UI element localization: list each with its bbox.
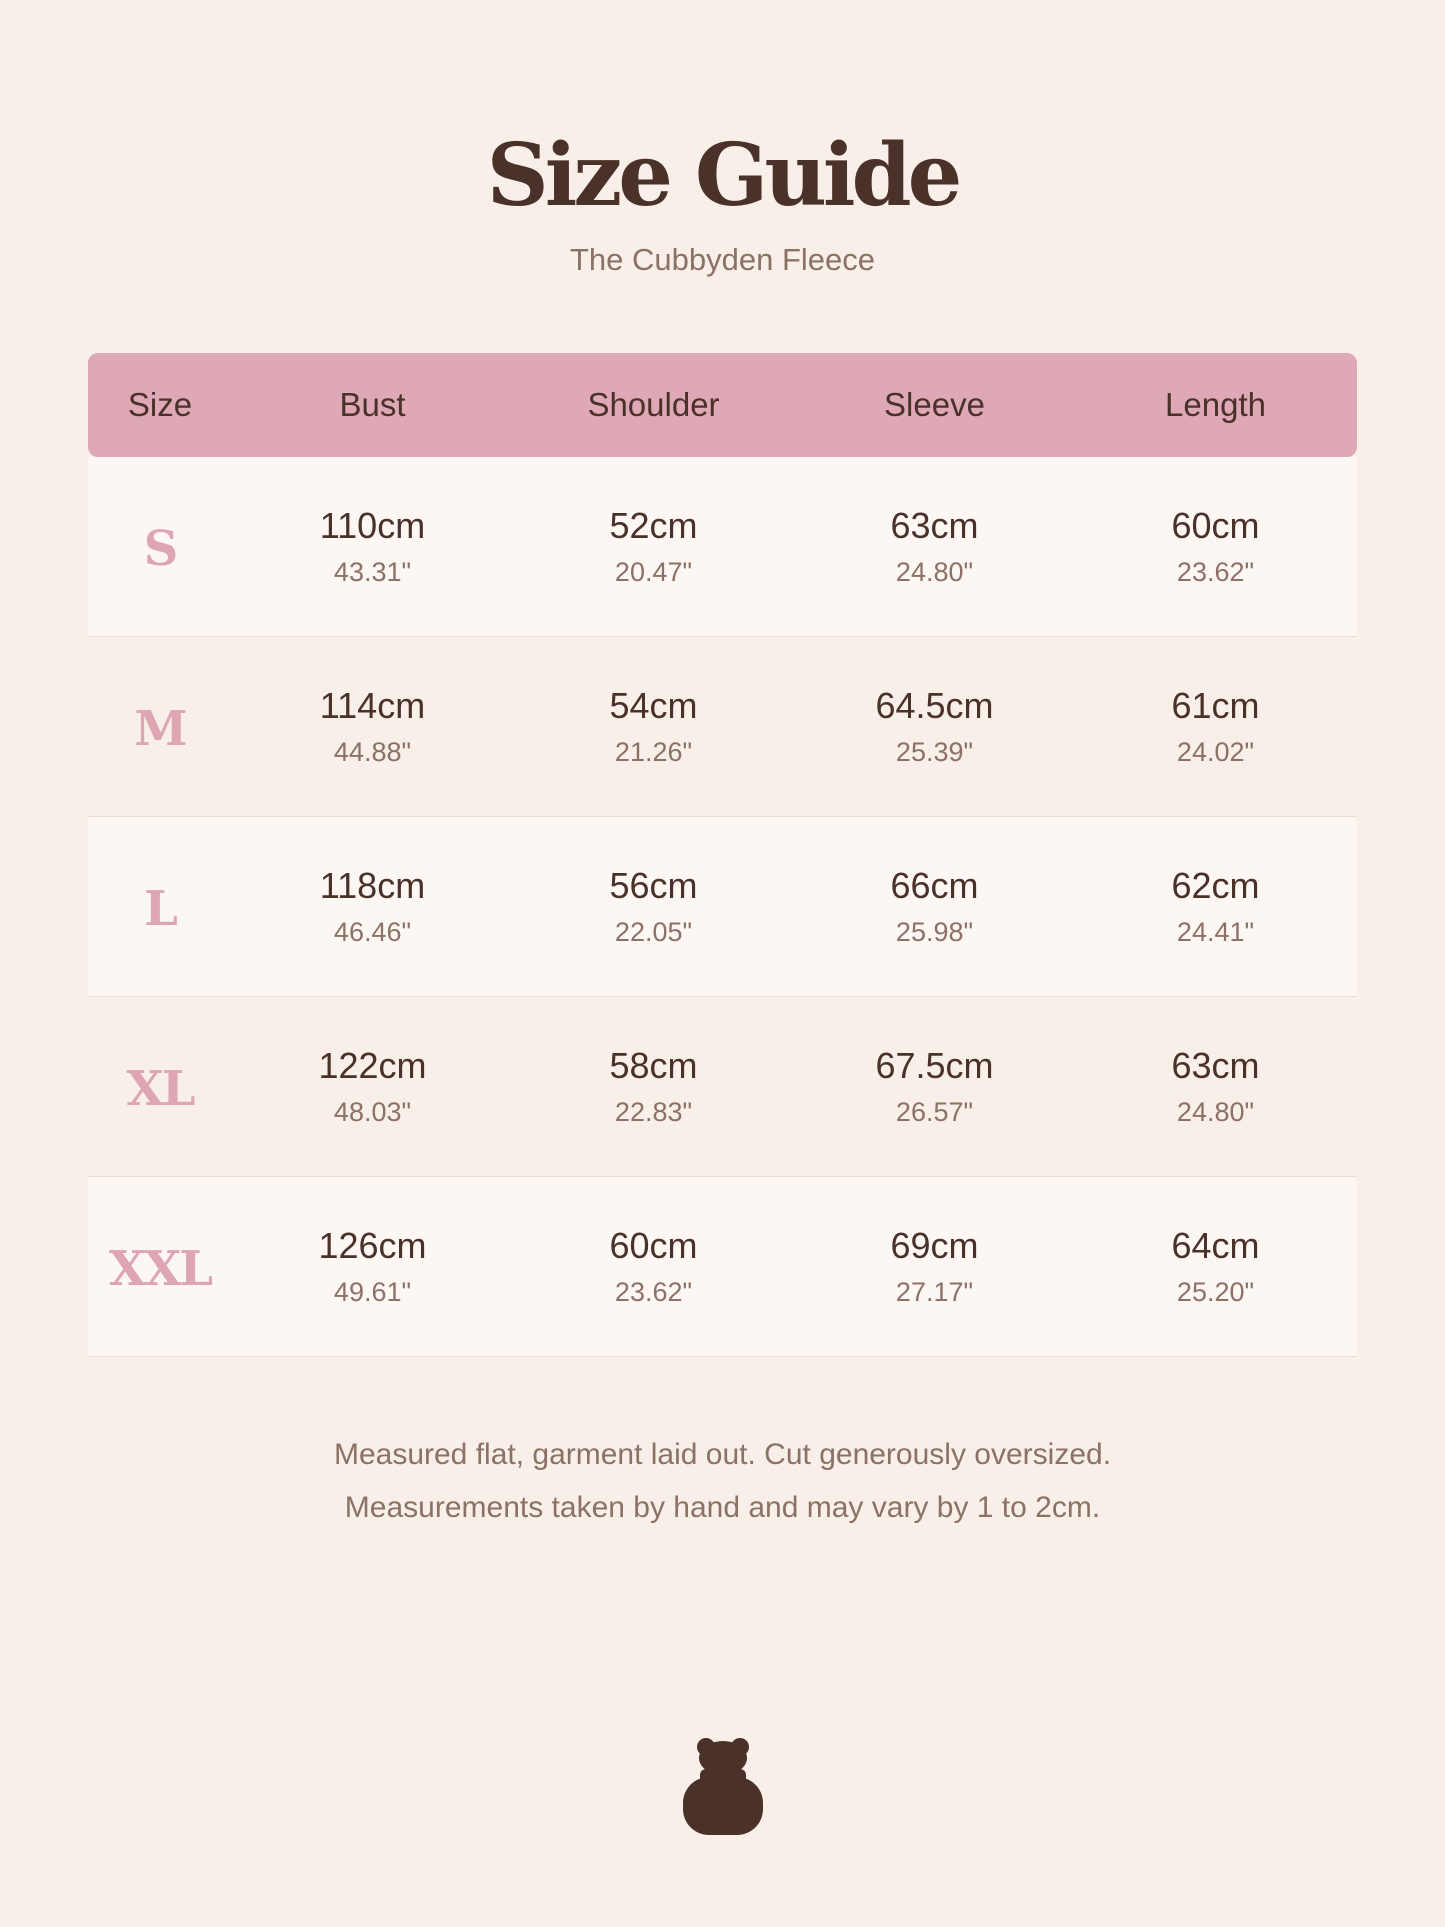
sleeve-cell	[794, 1224, 1075, 1309]
table-row-s	[88, 457, 1357, 637]
bust-cell	[232, 504, 513, 589]
cm-value: 114cm	[319, 685, 426, 726]
header-sleeve: Sleeve	[884, 386, 985, 423]
inch-value: 25.20"	[1176, 1277, 1255, 1307]
cm-value: 61cm	[1171, 685, 1260, 726]
inch-value: 23.62"	[614, 1277, 693, 1307]
inch-value: 21.26"	[614, 737, 693, 767]
bust-cell	[232, 1224, 513, 1309]
header-bust: Bust	[339, 386, 406, 423]
shoulder-cell	[513, 1044, 794, 1129]
cm-value: 62cm	[1171, 865, 1260, 906]
cm-value: 63cm	[1171, 1045, 1260, 1086]
inch-value: 48.03"	[333, 1097, 412, 1127]
shoulder-cell	[513, 864, 794, 949]
sleeve-cell	[794, 504, 1075, 589]
cm-value: 66cm	[890, 865, 979, 906]
inch-value: 24.80"	[1176, 1097, 1255, 1127]
length-cell	[1075, 1224, 1356, 1309]
inch-value: 23.62"	[1176, 557, 1255, 587]
page-title: Size Guide	[486, 125, 959, 226]
shoulder-cell	[513, 1224, 794, 1309]
size-label: S	[143, 520, 177, 577]
table-row-xxl	[88, 1177, 1357, 1357]
table-header-row	[88, 353, 1357, 457]
page-subtitle: The Cubbyden Fleece	[569, 242, 876, 277]
size-label: L	[144, 880, 176, 937]
inch-value: 24.41"	[1176, 917, 1255, 947]
table-row-xl	[88, 997, 1357, 1177]
inch-value: 27.17"	[895, 1277, 974, 1307]
length-cell	[1075, 864, 1356, 949]
inch-value: 22.83"	[614, 1097, 693, 1127]
header-size: Size	[127, 386, 193, 423]
cm-value: 56cm	[609, 865, 698, 906]
cm-value: 69cm	[890, 1225, 979, 1266]
cm-value: 60cm	[609, 1225, 698, 1266]
cm-value: 67.5cm	[875, 1045, 994, 1086]
footnote-line: Measured flat, garment laid out. Cut generously oversized.	[333, 1438, 1112, 1471]
sleeve-cell	[794, 1044, 1075, 1129]
sleeve-cell	[794, 684, 1075, 769]
cm-value: 126cm	[318, 1225, 427, 1266]
bust-cell	[232, 684, 513, 769]
inch-value: 44.88"	[333, 737, 412, 767]
header-length: Length	[1165, 386, 1266, 423]
table-row-m	[88, 637, 1357, 817]
size-table	[88, 353, 1445, 1357]
cm-value: 58cm	[609, 1045, 698, 1086]
length-cell	[1075, 504, 1356, 589]
cm-value: 60cm	[1171, 505, 1260, 546]
inch-value: 22.05"	[614, 917, 693, 947]
inch-value: 49.61"	[333, 1277, 412, 1307]
cm-value: 52cm	[609, 505, 698, 546]
length-cell	[1075, 684, 1356, 769]
cm-value: 122cm	[318, 1045, 427, 1086]
header-shoulder: Shoulder	[587, 386, 720, 423]
inch-value: 25.39"	[895, 737, 974, 767]
size-label: XXL	[108, 1240, 212, 1297]
sleeve-cell	[794, 864, 1075, 949]
cm-value: 118cm	[319, 865, 426, 906]
table-row-l	[88, 817, 1357, 997]
inch-value: 20.47"	[614, 557, 693, 587]
size-label: M	[134, 700, 186, 757]
bear-icon	[680, 1737, 766, 1837]
cm-value: 110cm	[319, 505, 426, 546]
shoulder-cell	[513, 684, 794, 769]
cm-value: 64cm	[1171, 1225, 1260, 1266]
shoulder-cell	[513, 504, 794, 589]
footnote	[0, 1428, 1445, 1534]
inch-value: 26.57"	[895, 1097, 974, 1127]
cm-value: 64.5cm	[875, 685, 994, 726]
bust-cell	[232, 1044, 513, 1129]
footnote-line: Measurements taken by hand and may vary by 1 to 2cm.	[344, 1491, 1101, 1524]
inch-value: 25.98"	[895, 917, 974, 947]
inch-value: 24.02"	[1176, 737, 1255, 767]
inch-value: 46.46"	[333, 917, 412, 947]
inch-value: 43.31"	[333, 557, 412, 587]
cm-value: 54cm	[609, 685, 698, 726]
bust-cell	[232, 864, 513, 949]
size-label: XL	[126, 1060, 194, 1117]
cm-value: 63cm	[890, 505, 979, 546]
length-cell	[1075, 1044, 1356, 1129]
inch-value: 24.80"	[895, 557, 974, 587]
